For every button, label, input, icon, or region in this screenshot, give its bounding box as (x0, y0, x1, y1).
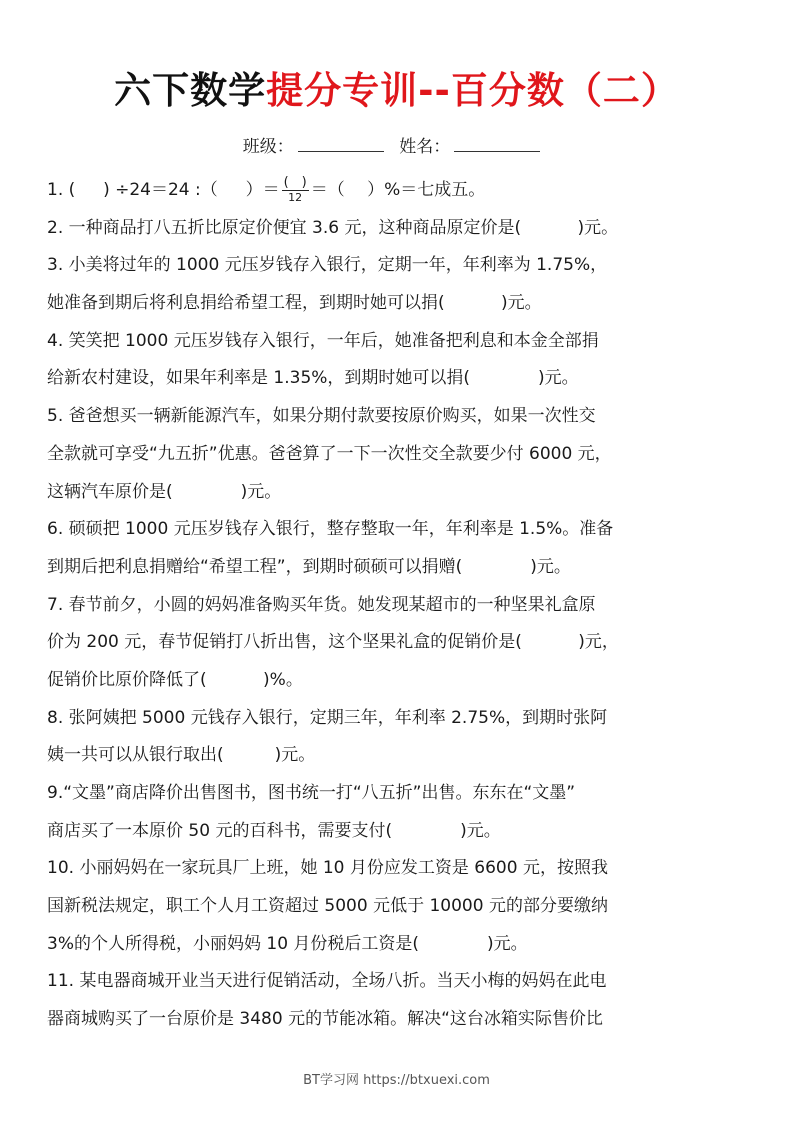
question-text: 3%的个人所得税，小丽妈妈 10 月份税后工资是( )元。 (47, 933, 528, 954)
question-7 (47, 587, 747, 625)
question-9 (47, 775, 747, 813)
question-5-cont (47, 474, 747, 512)
name-blank[interactable] (454, 133, 540, 152)
question-4 (47, 323, 747, 361)
question-11 (47, 963, 747, 1001)
question-text: ＝（ ）%＝七成五。 (310, 180, 486, 200)
question-number: 11. (47, 971, 75, 992)
question-text: 价为 200 元，春节促销打八折出售，这个坚果礼盒的促销价是( )元， (47, 632, 619, 653)
question-7-cont (47, 624, 747, 662)
question-5-cont (47, 436, 747, 474)
fraction-denominator: 12 (288, 190, 303, 204)
question-text: 这辆汽车原价是( )元。 (47, 481, 282, 502)
class-blank[interactable] (298, 133, 384, 152)
question-text: ( ) ÷24＝24 :（ ）＝ (68, 180, 280, 200)
question-number: 9. (47, 783, 64, 803)
question-text: 小丽妈妈在一家玩具厂上班，她 10 月份应发工资是 6600 元，按照我 (79, 858, 608, 879)
question-list (47, 172, 747, 1039)
question-text: 笑笑把 1000 元压岁钱存入银行，一年后，她准备把利息和本金全部捐 (68, 330, 599, 351)
question-number: 7. (47, 594, 64, 615)
question-text: 某电器商城开业当天进行促销活动，全场八折。当天小梅的妈妈在此电 (79, 971, 607, 992)
question-text: 商店买了一本原价 50 元的百科书，需要支付( )元。 (47, 820, 501, 841)
question-number: 4. (47, 330, 64, 351)
question-10-cont (47, 926, 747, 964)
fraction (282, 176, 309, 205)
footer-watermark: BT学习网 https://btxuexi.com (303, 1073, 490, 1088)
student-info (0, 133, 793, 160)
page-title (0, 66, 793, 116)
question-text: 姨一共可以从银行取出( )元。 (47, 745, 316, 766)
question-number: 3. (47, 255, 64, 276)
question-text: 小美将过年的 1000 元压岁钱存入银行，定期一年，年利率为 1.75%， (68, 255, 608, 276)
question-9-cont (47, 813, 747, 851)
question-1 (47, 172, 747, 210)
question-6-cont (47, 549, 747, 587)
question-number: 6. (47, 519, 64, 540)
question-text: 春节前夕，小圆的妈妈准备购买年货。她发现某超市的一种坚果礼盒原 (68, 594, 596, 615)
question-text: 到期后把利息捐赠给“希望工程”，到期时硕硕可以捐赠( )元。 (47, 556, 571, 577)
question-number: 10. (47, 858, 75, 879)
question-number: 1. (47, 180, 64, 200)
title-grade-part: 六下数学 (114, 69, 267, 112)
name-label: 姓名： (399, 137, 451, 157)
question-10-cont (47, 888, 747, 926)
question-text: 器商城购买了一台原价是 3480 元的节能冰箱。解决“这台冰箱实际售价比 (47, 1009, 603, 1030)
fraction-numerator: ( ) (283, 174, 307, 190)
question-7-cont (47, 662, 747, 700)
question-6 (47, 511, 747, 549)
question-8 (47, 700, 747, 738)
question-number: 5. (47, 406, 64, 427)
question-11-cont (47, 1001, 747, 1039)
question-text: 国新税法规定，职工个人月工资超过 5000 元低于 10000 元的部分要缴纳 (47, 896, 608, 917)
question-10 (47, 850, 747, 888)
question-3 (47, 247, 747, 285)
question-text: 一种商品打八五折比原定价便宜 3.6 元，这种商品原定价是( )元。 (68, 217, 619, 238)
question-text: 硕硕把 1000 元压岁钱存入银行，整存整取一年，年利率是 1.5%。准备 (68, 519, 614, 540)
question-5 (47, 398, 747, 436)
question-3-cont (47, 285, 747, 323)
question-number: 2. (47, 217, 64, 238)
question-text: 爸爸想买一辆新能源汽车，如果分期付款要按原价购买，如果一次性交 (68, 406, 596, 427)
question-number: 8. (47, 707, 64, 728)
question-text: 张阿姨把 5000 元钱存入银行，定期三年，年利率 2.75%，到期时张阿 (68, 707, 608, 728)
question-text: 全款就可享受“九五折”优惠。爸爸算了一下一次性交全款要少付 6000 元， (47, 443, 612, 464)
question-4-cont (47, 360, 747, 398)
question-text: “文墨”商店降价出售图书，图书统一打“八五折”出售。东东在“文墨” (63, 783, 576, 803)
question-8-cont (47, 737, 747, 775)
question-text: 她准备到期后将利息捐给希望工程，到期时她可以捐( )元。 (47, 293, 542, 314)
question-text: 给新农村建设，如果年利率是 1.35%，到期时她可以捐( )元。 (47, 368, 579, 389)
question-2 (47, 210, 747, 248)
class-label: 班级： (242, 137, 294, 157)
title-topic-part: 提分专训--百分数（二） (266, 69, 679, 112)
question-text: 促销价比原价降低了( )%。 (47, 669, 303, 690)
